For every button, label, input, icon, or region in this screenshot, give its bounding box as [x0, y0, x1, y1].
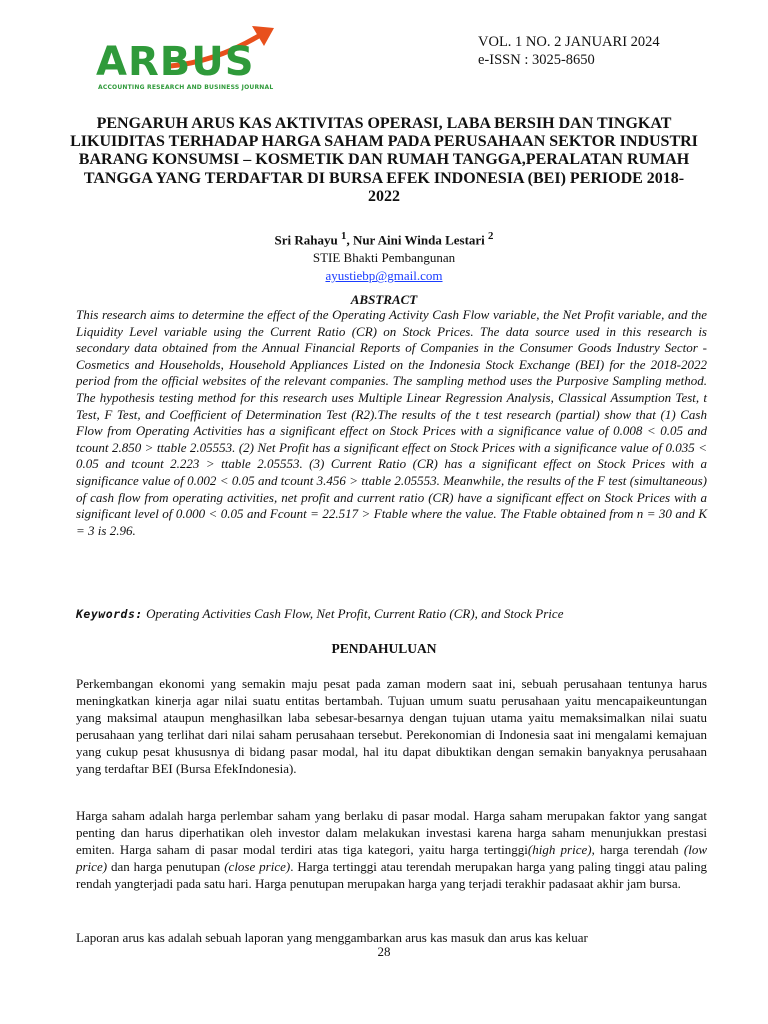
keywords-text: Operating Activities Cash Flow, Net Profit, Current Ratio (CR), and Stock Price [146, 606, 564, 621]
logo-wordmark: ARBUS [96, 39, 255, 85]
abstract-text: This research aims to determine the effect of the Operating Activity Cash Flow variable, the Net Profit variable, and the Liquidity Level variable using the Current Ratio (CR) on Stock Prices. The data source used in this research is secondary data obtained from the Annual Financial Reports of Companies in the Consumer Goods Industry Sector - Cosmetics and Households, Household Appliances Listed on the Indonesia Stock Exchange (BEI) for the 2018-2022 period from the official websites of the relevant companies. The sampling method uses the Purposive Sampling method. The hypothesis testing method for this research uses Multiple Linear Regression Analysis, Classical Assumption Test, t Test, F Test, and Coefficient of Determination Test (R2).The results of the t test research (partial) show that (1) Cash Flow from Operating Activities has a significant effect on Stock Prices with a significance value of 0.008 < 0.05 and tcount 2.850 > ttable 2.05553. (2) Net Profit has a significant effect on Stock Prices with a significance value of 0.035 < 0.05 and tcount 2.223 > ttable 2.05553. (3) Current Ratio (CR) has a significant effect on Stock Prices with a significance value of 0.002 < 0.05 and tcount 3.456 > ttable 2.05553. Meanwhile, the results of the F test (simultaneous) of cash flow from operating activities, net profit and current ratio (CR) have a significant effect on Stock Prices with a significant level of 0.000 < 0.05 and Fcount = 22.517 > Ftable where the value. The Ftable obtained from n = 30 and K = 3 is 2.96. [76, 307, 707, 538]
paper-title: PENGARUH ARUS KAS AKTIVITAS OPERASI, LABA BERSIH DAN TINGKAT LIKUIDITAS TERHADAP HARGA SAHAM PADA PERUSAHAAN SEKTOR INDUSTRI BARANG KONSUMSI – KOSMETIK DAN RUMAH TANGGA,PERALATAN RUMAH TANGGA YANG TERDAFTAR DI BURSA EFEK INDONESIA (BEI) PERIODE 2018-2022 [70, 115, 698, 205]
page-number: 28 [377, 944, 391, 959]
abstract-heading: ABSTRACT [350, 292, 418, 307]
paragraph-2-part-b: , harga terendah [591, 842, 684, 857]
keywords-line [76, 606, 563, 622]
author-email-link[interactable]: ayustiebp@gmail.com [325, 268, 443, 284]
paragraph-3: Laporan arus kas adalah sebuah laporan yang menggambarkan arus kas masuk dan arus kas keluar [76, 930, 588, 945]
author-block [0, 227, 768, 285]
affiliation: STIE Bhakti Pembangunan [312, 250, 456, 266]
paragraph-2-part-d: . Harga tertinggi atau terendah merupakan harga yang paling tinggi atau paling rendah yangterjadi pada satu hari. Harga penutupan merupakan harga yang terjadi terakhir padasaat akhir jam bursa. [76, 859, 707, 891]
journal-logo [96, 24, 276, 94]
paragraph-1: Perkembangan ekonomi yang semakin maju pesat pada zaman modern saat ini, sebuah perusahaan tentunya harus meningkatkan kinerja agar nilai suatu entitas bertambah. Tujuan umum suatu perusahaan yaitu mencapaikeuntungan yang maksimal ataupun menghasilkan laba sebesar-besarnya dengan tujuan utama yaitu memaksimalkan nilai suatu perusahaan yang terlihat dari nilai saham perusahaan tersebut. Perekonomian di Indonesia saat ini mengalami kemajuan yang cukup pesat khususnya di bidang pasar modal, hal itu dapat dibuktikan dengan semakin banyaknya perusahaan yang terdaftar BEI (Bursa EfekIndonesia). [76, 676, 707, 776]
term-low-price: (low price) [76, 842, 707, 874]
keywords-label: Keywords: [76, 607, 143, 621]
paragraph-2 [76, 807, 707, 892]
author-1: Sri Rahayu [274, 232, 338, 248]
author-2-marker: 2 [488, 230, 494, 242]
journal-issn: e-ISSN : 3025-8650 [478, 52, 595, 68]
section-heading: PENDAHULUAN [331, 641, 437, 656]
paragraph-2-part-a: Harga saham adalah harga perlembar saham yang berlaku di pasar modal. Harga saham merupakan faktor yang sangat penting dan harus diperhatikan oleh investor dalam melakukan investasi karena harga saham menunjukkan prestasi emiten. Harga saham di pasar modal terdiri atas tiga kategori, yaitu harga tertinggi [76, 808, 707, 857]
author-1-marker: 1 [341, 230, 347, 242]
logo-subtitle: ACCOUNTING RESEARCH AND BUSINESS JOURNAL [98, 84, 274, 91]
author-2: , Nur Aini Winda Lestari [346, 232, 485, 248]
paragraph-2-part-c: dan harga penutupan [107, 859, 225, 874]
term-close-price: (close price) [224, 859, 291, 874]
journal-info [478, 33, 660, 69]
author-names [0, 227, 768, 249]
term-high-price: (high price) [527, 842, 592, 857]
journal-volume: VOL. 1 NO. 2 JANUARI 2024 [478, 34, 660, 50]
